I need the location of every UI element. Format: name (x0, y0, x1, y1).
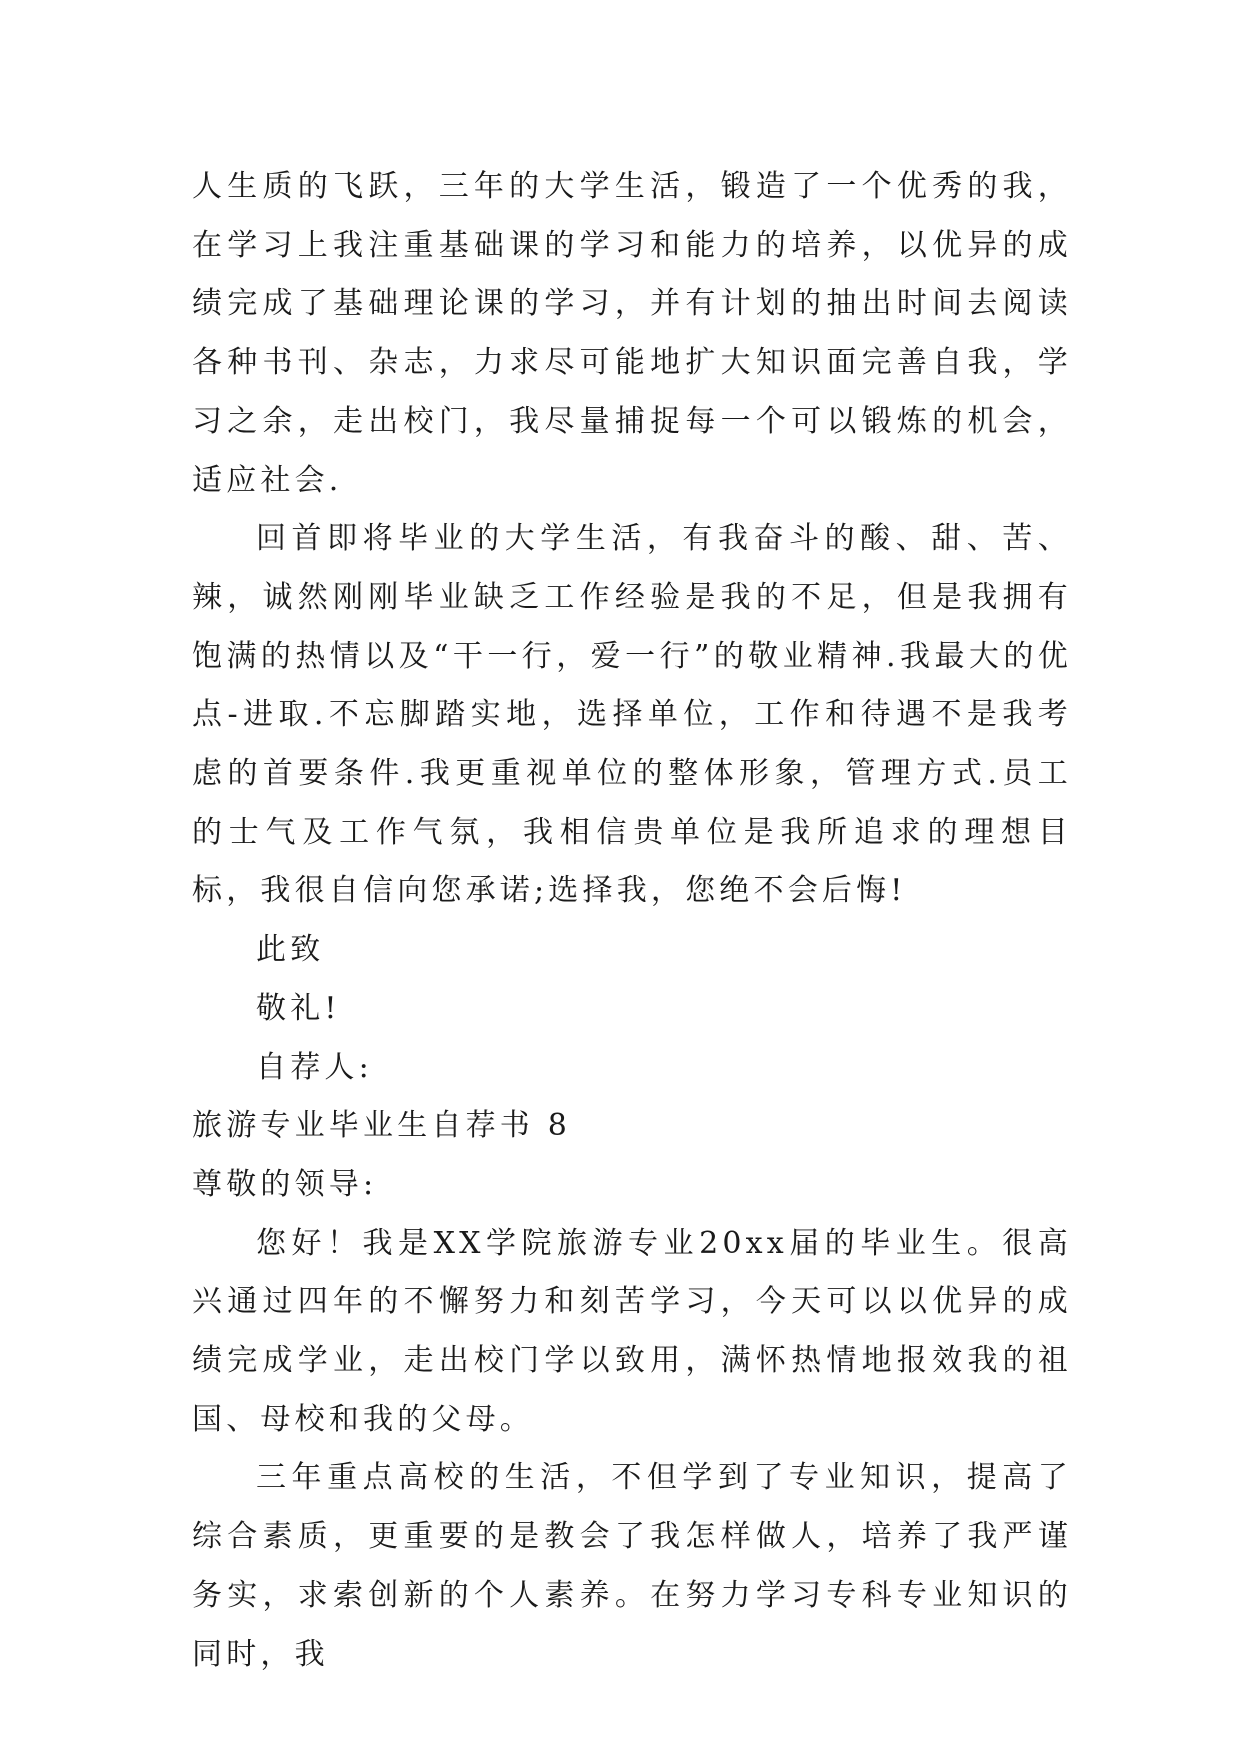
closing-salutation-2: 敬礼! (256, 990, 341, 1026)
paragraph-reflection: 回首即将毕业的大学生活，有我奋斗的酸、甜、苦、辣，诚然刚刚毕业缺乏工作经验是我的不足，但是我拥有饱满的热情以及“干一行，爱一行”的敬业精神.我最大的优点-进取.不忘脚踏实地，选择单位，工作和待遇不是我考虑的首要条件.我更重视单位的整体形象，管理方式.员工的士气及工作气氛，我相信贵单位是我所追求的理想目标，我很自信向您承诺;选择我，您绝不会后悔! (192, 521, 1072, 909)
signature-label: 自荐人: (256, 1049, 373, 1085)
section-title: 旅游专业毕业生自荐书 8 (192, 1108, 572, 1144)
closing-salutation-1: 此致 (256, 932, 325, 968)
paragraph-university-life: 三年重点高校的生活，不但学到了专业知识，提高了综合素质，更重要的是教会了我怎样做人，培养了我严谨务实，求索创新的个人素养。在努力学习专科专业知识的同时，我 (192, 1460, 1072, 1672)
greeting: 尊敬的领导: (192, 1166, 378, 1202)
paragraph-continuation: 人生质的飞跃，三年的大学生活，锻造了一个优秀的我，在学习上我注重基础课的学习和能力的培养，以优异的成绩完成了基础理论课的学习，并有计划的抽出时间去阅读各种书刊、杂志，力求尽可能地扩大知识面完善自我，学习之余，走出校门，我尽量捕捉每一个可以锻炼的机会，适应社会. (192, 169, 1072, 498)
document-body (192, 158, 1072, 1684)
paragraph-introduction: 您好！我是XX学院旅游专业20xx届的毕业生。很高兴通过四年的不懈努力和刻苦学习，今天可以以优异的成绩完成学业，走出校门学以致用，满怀热情地报效我的祖国、母校和我的父母。 (192, 1225, 1072, 1437)
